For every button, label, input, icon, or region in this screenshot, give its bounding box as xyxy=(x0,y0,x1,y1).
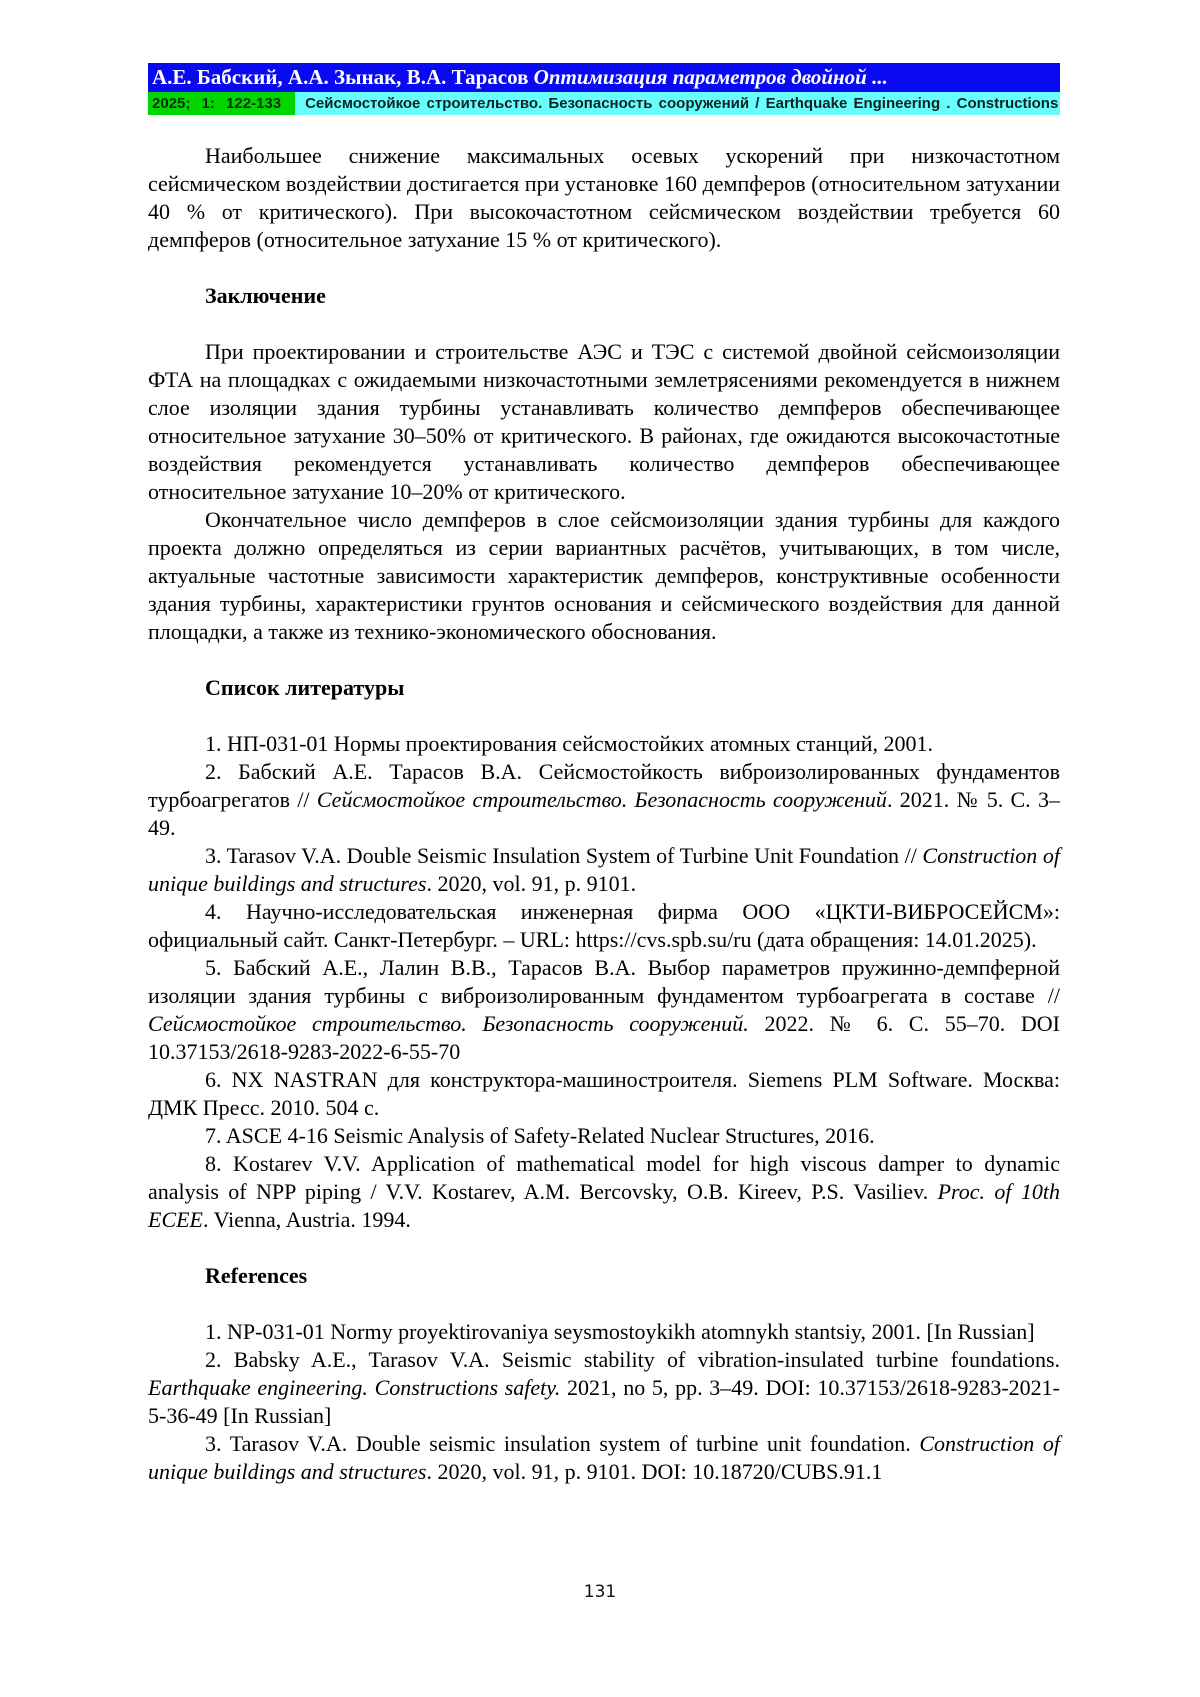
text-segment: . 2020, vol. 91, p. 9101. DOI: 10.18720/CUBS.91.1 xyxy=(426,1459,883,1484)
page-number: 131 xyxy=(583,1582,617,1602)
reference-item xyxy=(148,1430,1060,1486)
text-segment: Сейсмостойкое строительство. Безопасность сооружений. xyxy=(148,1011,749,1036)
paragraph xyxy=(148,338,1060,506)
section-heading xyxy=(148,282,1060,310)
text-segment: Construction of unique buildings and structures xyxy=(148,843,1060,896)
header-journal-name: Сейсмостойкое строительство. Безопасность сооружений / Earthquake Engineering . Constructions xyxy=(295,92,1060,115)
text-segment: Окончательное число демпферов в слое сейсмоизоляции здания турбины для каждого проекта должно определяться из серии вариантных расчётов, учитывающих, в том числе, актуальные частотные зависимости характеристик демпферов, конструктивные особенности здания турбины, характеристики грунтов основания и сейсмического воздействия для данной площадки, а также из технико-экономического обоснования. xyxy=(148,507,1060,644)
text-segment: 5. Бабский А.Е., Лалин В.В., Тарасов В.А. Выбор параметров пружинно-демпферной изоляции здания турбины с виброизолированным фундаментом турбоагрегата в составе // xyxy=(148,955,1060,1008)
text-segment: Earthquake engineering. Constructions safety. xyxy=(148,1375,561,1400)
text-segment: 3. Tarasov V.A. Double seismic insulation system of turbine unit foundation. xyxy=(205,1431,920,1456)
paragraph xyxy=(148,506,1060,646)
text-segment: . 2021. № 5. С. 3–49. xyxy=(148,787,1060,840)
text-segment: Заключение xyxy=(205,283,326,308)
header-journal-bar xyxy=(148,92,1060,115)
header-issue-badge: 2025; 1: 122-133 xyxy=(148,92,295,115)
reference-item xyxy=(148,1150,1060,1234)
section-heading xyxy=(148,1262,1060,1290)
article-body xyxy=(148,142,1060,1486)
text-segment: Construction of unique buildings and structures xyxy=(148,1431,1060,1484)
header-article-title: Оптимизация параметров двойной ... xyxy=(533,65,888,89)
text-segment: 2021, no 5, pp. 3–49. DOI: 10.37153/2618-9283-2021-5-36-49 [In Russian] xyxy=(148,1375,1060,1428)
reference-item xyxy=(148,954,1060,1066)
text-segment: Сейсмостойкое строительство. Безопасность сооружений xyxy=(316,787,887,812)
text-segment: 2. Babsky A.E., Tarasov V.A. Seismic stability of vibration-insulated turbine foundations. xyxy=(205,1347,1060,1372)
reference-item xyxy=(148,1122,1060,1150)
reference-item xyxy=(148,842,1060,898)
text-segment: 4. Научно-исследовательская инженерная фирма ООО «ЦКТИ-ВИБРОСЕЙСМ»: официальный сайт. Санкт-Петербург. – URL: https://cvs.spb.su/ru (дата обращения: 14.01.2025). xyxy=(148,899,1060,952)
reference-item xyxy=(148,898,1060,954)
reference-item xyxy=(148,1346,1060,1430)
text-segment: 6. NX NASTRAN для конструктора-машиностроителя. Siemens PLM Software. Москва: ДМК Пресс. 2010. 504 с. xyxy=(148,1067,1060,1120)
text-segment: . Vienna, Austria. 1994. xyxy=(203,1207,411,1232)
reference-item xyxy=(148,730,1060,758)
paragraph xyxy=(148,142,1060,254)
text-segment: Список литературы xyxy=(205,675,405,700)
header-authors-title-bar xyxy=(148,63,1060,92)
running-header xyxy=(148,63,1060,115)
text-segment: Наибольшее снижение максимальных осевых ускорений при низкочастотном сейсмическом воздействии достигается при установке 160 демпферов (относительном затухании 40 % от критического). При высокочастотном сейсмическом воздействии требуется 60 демпферов (относительное затухание 15 % от критического). xyxy=(148,143,1060,252)
text-segment: . 2020, vol. 91, p. 9101. xyxy=(426,871,637,896)
text-segment: При проектировании и строительстве АЭС и ТЭС с системой двойной сейсмоизоляции ФТА на площадках с ожидаемыми низкочастотными землетрясениями рекомендуется в нижнем слое изоляции здания турбины устанавливать количество демпферов обеспечивающее относительное затухание 30–50% от критического. В районах, где ожидаются высокочастотные воздействия рекомендуется устанавливать количество демпферов обеспечивающее относительное затухание 10–20% от критического. xyxy=(148,339,1060,504)
text-segment: Proc. of 10th ECEE xyxy=(148,1179,1060,1232)
text-segment: References xyxy=(205,1263,308,1288)
text-segment: 2. Бабский А.Е. Тарасов В.А. Сейсмостойкость виброизолированных фундаментов турбоагрегатов // xyxy=(148,759,1060,812)
header-authors: А.Е. Бабский, А.А. Зынак, В.А. Тарасов xyxy=(152,65,534,89)
reference-item xyxy=(148,1318,1060,1346)
text-segment: 1. НП-031-01 Нормы проектирования сейсмостойких атомных станций, 2001. xyxy=(205,731,934,756)
reference-item xyxy=(148,758,1060,842)
text-segment: 1. NP-031-01 Normy proyektirovaniya seysmostoykikh atomnykh stantsiy, 2001. [In Russian] xyxy=(205,1319,1035,1344)
text-segment: 2022. № 6. С. 55–70. DOI 10.37153/2618-9283-2022-6-55-70 xyxy=(148,1011,1061,1064)
text-segment: 8. Kostarev V.V. Application of mathematical model for high viscous damper to dynamic analysis of NPP piping / V.V. Kostarev, A.M. Bercovsky, O.B. Kireev, P.S. Vasiliev. xyxy=(148,1151,1060,1204)
text-segment: 3. Tarasov V.A. Double Seismic Insulation System of Turbine Unit Foundation // xyxy=(205,843,923,868)
text-segment: 7. ASCE 4-16 Seismic Analysis of Safety-Related Nuclear Structures, 2016. xyxy=(205,1123,875,1148)
reference-item xyxy=(148,1066,1060,1122)
section-heading xyxy=(148,674,1060,702)
